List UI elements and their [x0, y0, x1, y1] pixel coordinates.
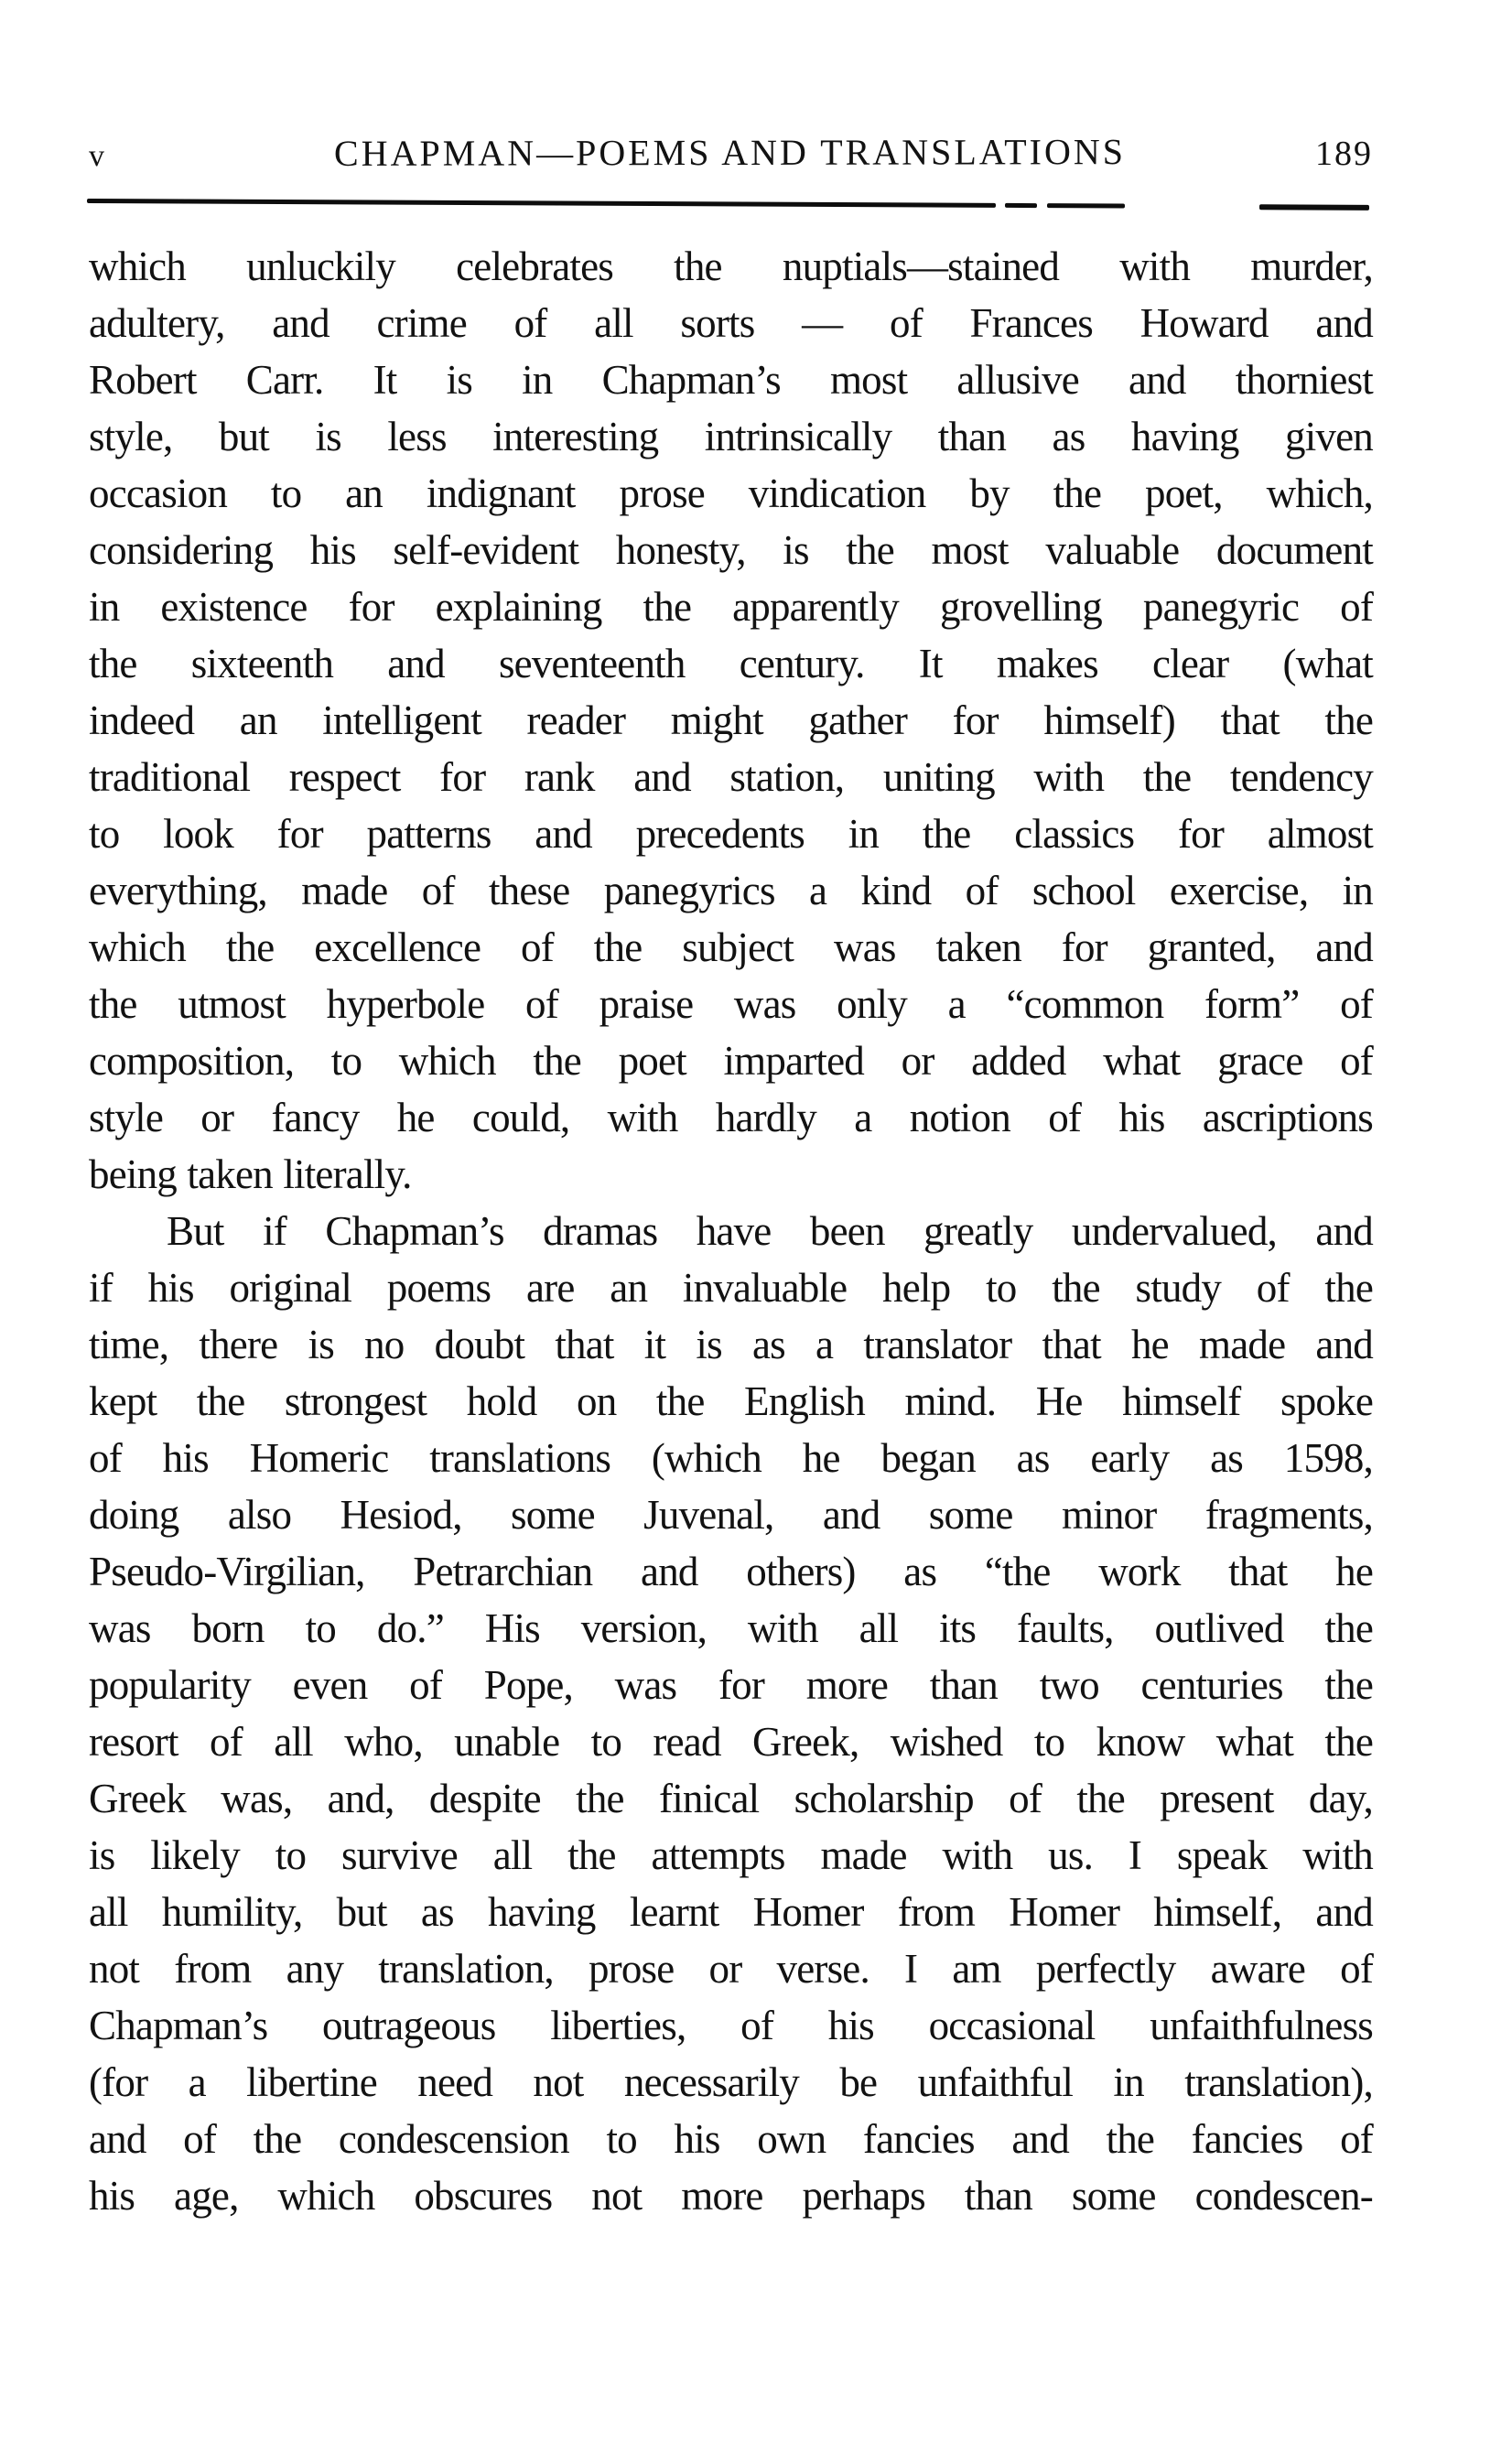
text-line: is likely to survive all the attempts made with us. I speak with: [89, 1832, 1373, 1878]
text-line: which the excellence of the subject was taken for granted, and: [89, 924, 1373, 970]
running-title: CHAPMAN—POEMS AND TRANSLATIONS: [333, 131, 1127, 174]
text-line: indeed an intelligent reader might gather for himself) that the: [89, 697, 1373, 743]
text-line: adultery, and crime of all sorts — of Frances Howard and: [89, 300, 1373, 346]
paragraph: [89, 238, 1373, 1203]
text-line: all humility, but as having learnt Homer from Homer himself, and: [89, 1889, 1373, 1935]
text-line: the sixteenth and seventeenth century. It makes clear (what: [89, 641, 1373, 686]
text-line: of his Homeric translations (which he began as early as 1598,: [89, 1435, 1373, 1481]
header-rule: [87, 199, 1373, 214]
text-line: in existence for explaining the apparently grovelling panegyric of: [89, 584, 1373, 630]
text-line: was born to do.” His version, with all its faults, outlived the: [89, 1605, 1373, 1651]
text-line: time, there is no doubt that it is as a translator that he made and: [89, 1322, 1373, 1367]
text-line: Chapman’s outrageous liberties, of his occasional unfaithfulness: [89, 2003, 1373, 2048]
text-line: Robert Carr. It is in Chapman’s most allusive and thorniest: [89, 357, 1373, 403]
page-body: [89, 238, 1373, 2224]
text-line: popularity even of Pope, was for more than two centuries the: [89, 1662, 1373, 1708]
paragraph: [89, 1203, 1373, 2224]
text-line: traditional respect for rank and station, uniting with the tendency: [89, 754, 1373, 800]
text-line: Greek was, and, despite the finical scholarship of the present day,: [89, 1776, 1373, 1821]
text-line: But if Chapman’s dramas have been greatly undervalued, and: [167, 1208, 1373, 1254]
text-line: composition, to which the poet imparted or added what grace of: [89, 1038, 1373, 1084]
text-line: style or fancy he could, with hardly a notion of his ascriptions: [89, 1095, 1373, 1140]
running-head: [87, 123, 1373, 174]
text-line: considering his self-evident honesty, is the most valuable document: [89, 527, 1373, 573]
header-rule-segment: [87, 199, 996, 208]
text-line: not from any translation, prose or verse. I am perfectly aware of: [89, 1946, 1373, 1992]
text-line: (for a libertine need not necessarily be unfaithful in translation),: [89, 2059, 1373, 2105]
header-rule-segment: [1259, 204, 1369, 211]
page-number: 189: [1315, 135, 1373, 173]
text-line: resort of all who, unable to read Greek, wished to know what the: [89, 1719, 1373, 1765]
text-line: if his original poems are an invaluable help to the study of the: [89, 1265, 1373, 1311]
text-line: kept the strongest hold on the English mind. He himself spoke: [89, 1378, 1373, 1424]
text-line: everything, made of these panegyrics a kind of school exercise, in: [89, 868, 1373, 913]
text-line: his age, which obscures not more perhaps than some condescen-: [89, 2173, 1373, 2219]
header-rule-segment: [1005, 203, 1037, 208]
header-rule-segment: [1047, 203, 1125, 208]
text-line: doing also Hesiod, some Juvenal, and some minor fragments,: [89, 1492, 1373, 1538]
text-line: occasion to an indignant prose vindication by the poet, which,: [89, 470, 1373, 516]
text-line: Pseudo-Virgilian, Petrarchian and others) as “the work that he: [89, 1549, 1373, 1594]
text-line: and of the condescension to his own fancies and the fancies of: [89, 2116, 1373, 2162]
text-line: style, but is less interesting intrinsically than as having given: [89, 414, 1373, 459]
section-marker: v: [89, 139, 105, 173]
text-line: which unluckily celebrates the nuptials—stained with murder,: [89, 243, 1373, 289]
text-line: being taken literally.: [89, 1151, 412, 1197]
text-line: the utmost hyperbole of praise was only a “common form” of: [89, 981, 1373, 1027]
text-line: to look for patterns and precedents in the classics for almost: [89, 811, 1373, 857]
